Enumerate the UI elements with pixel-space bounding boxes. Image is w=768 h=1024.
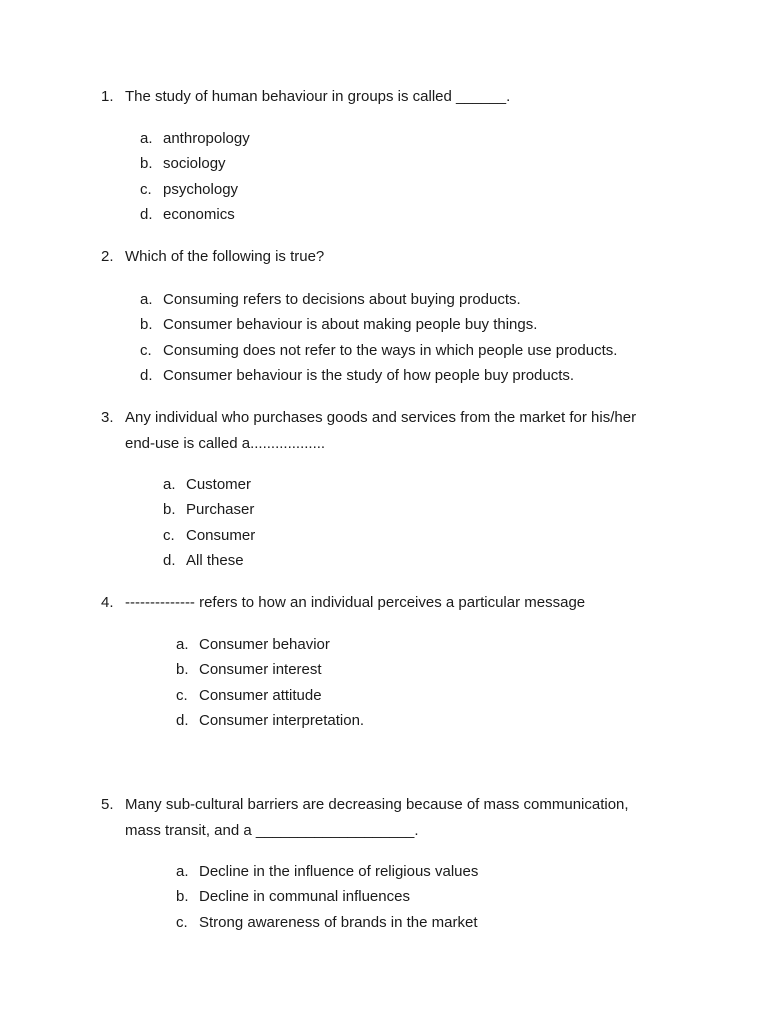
question-number: 2. [101, 248, 114, 265]
option-text: All these [186, 551, 244, 569]
question-3-line [101, 405, 701, 430]
question-number: 1. [101, 88, 114, 105]
question-number: 3. [101, 409, 114, 426]
option-letter: b. [140, 155, 153, 173]
option-letter: c. [176, 686, 188, 704]
question-1-line [101, 84, 701, 109]
option-text: Consumer attitude [199, 686, 322, 704]
question-3 [101, 405, 701, 457]
question-1 [101, 84, 701, 109]
option-text: Consumer behaviour is the study of how people buy products. [163, 366, 575, 384]
question-5 [101, 792, 701, 844]
question-text: Many sub-cultural barriers are decreasing because of mass communication, [125, 796, 629, 813]
option-letter: c. [163, 526, 175, 544]
option-letter: d. [163, 551, 176, 569]
option-text: Consumer behaviour is about making people buy things. [163, 316, 538, 334]
question-text: Any individual who purchases goods and services from the market for his/her [125, 409, 637, 426]
question-number: 5. [101, 796, 114, 813]
option-text: Consumer interest [199, 661, 322, 679]
question-text-continuation: mass transit, and a ___________________. [125, 822, 419, 839]
question-text: -------------- refers to how an individual perceives a particular message [125, 594, 586, 611]
option-text: Purchaser [186, 501, 255, 519]
question-text-continuation: end-use is called a.................. [125, 435, 326, 452]
question-2 [101, 244, 701, 269]
option-text: Decline in communal influences [199, 888, 410, 906]
option-letter: c. [140, 341, 152, 359]
option-letter: d. [140, 205, 153, 223]
option-letter: a. [140, 291, 153, 308]
question-4 [101, 590, 701, 615]
option-letter: a. [140, 130, 153, 147]
option-letter: b. [140, 316, 153, 334]
option-letter: b. [163, 501, 176, 519]
option-letter: a. [163, 476, 176, 493]
option-letter: c. [176, 913, 188, 931]
option-letter: a. [176, 636, 189, 653]
option-letter: b. [176, 661, 189, 679]
question-number: 4. [101, 594, 114, 611]
option-text: psychology [163, 180, 239, 198]
option-letter: c. [140, 180, 152, 198]
option-letter: d. [176, 711, 189, 729]
question-text: The study of human behaviour in groups is called ______. [125, 88, 511, 105]
question-2-line [101, 244, 701, 269]
option-text: anthropology [163, 130, 250, 147]
question-5-line [101, 792, 701, 817]
option-letter: a. [176, 863, 189, 880]
option-text: Consumer interpretation. [199, 711, 365, 729]
option-text: Consuming does not refer to the ways in which people use products. [163, 341, 618, 359]
option-text: Consumer behavior [199, 636, 330, 653]
option-letter: d. [140, 366, 153, 384]
question-4-line [101, 590, 701, 615]
option-text: sociology [163, 155, 226, 173]
option-text: Consumer [186, 526, 256, 544]
question-text: Which of the following is true? [125, 248, 325, 265]
option-letter: b. [176, 888, 189, 906]
option-text: Consuming refers to decisions about buying products. [163, 291, 521, 308]
option-text: Strong awareness of brands in the market [199, 913, 478, 931]
option-text: Decline in the influence of religious values [199, 863, 479, 880]
option-text: Customer [186, 476, 252, 493]
option-text: economics [163, 205, 235, 223]
